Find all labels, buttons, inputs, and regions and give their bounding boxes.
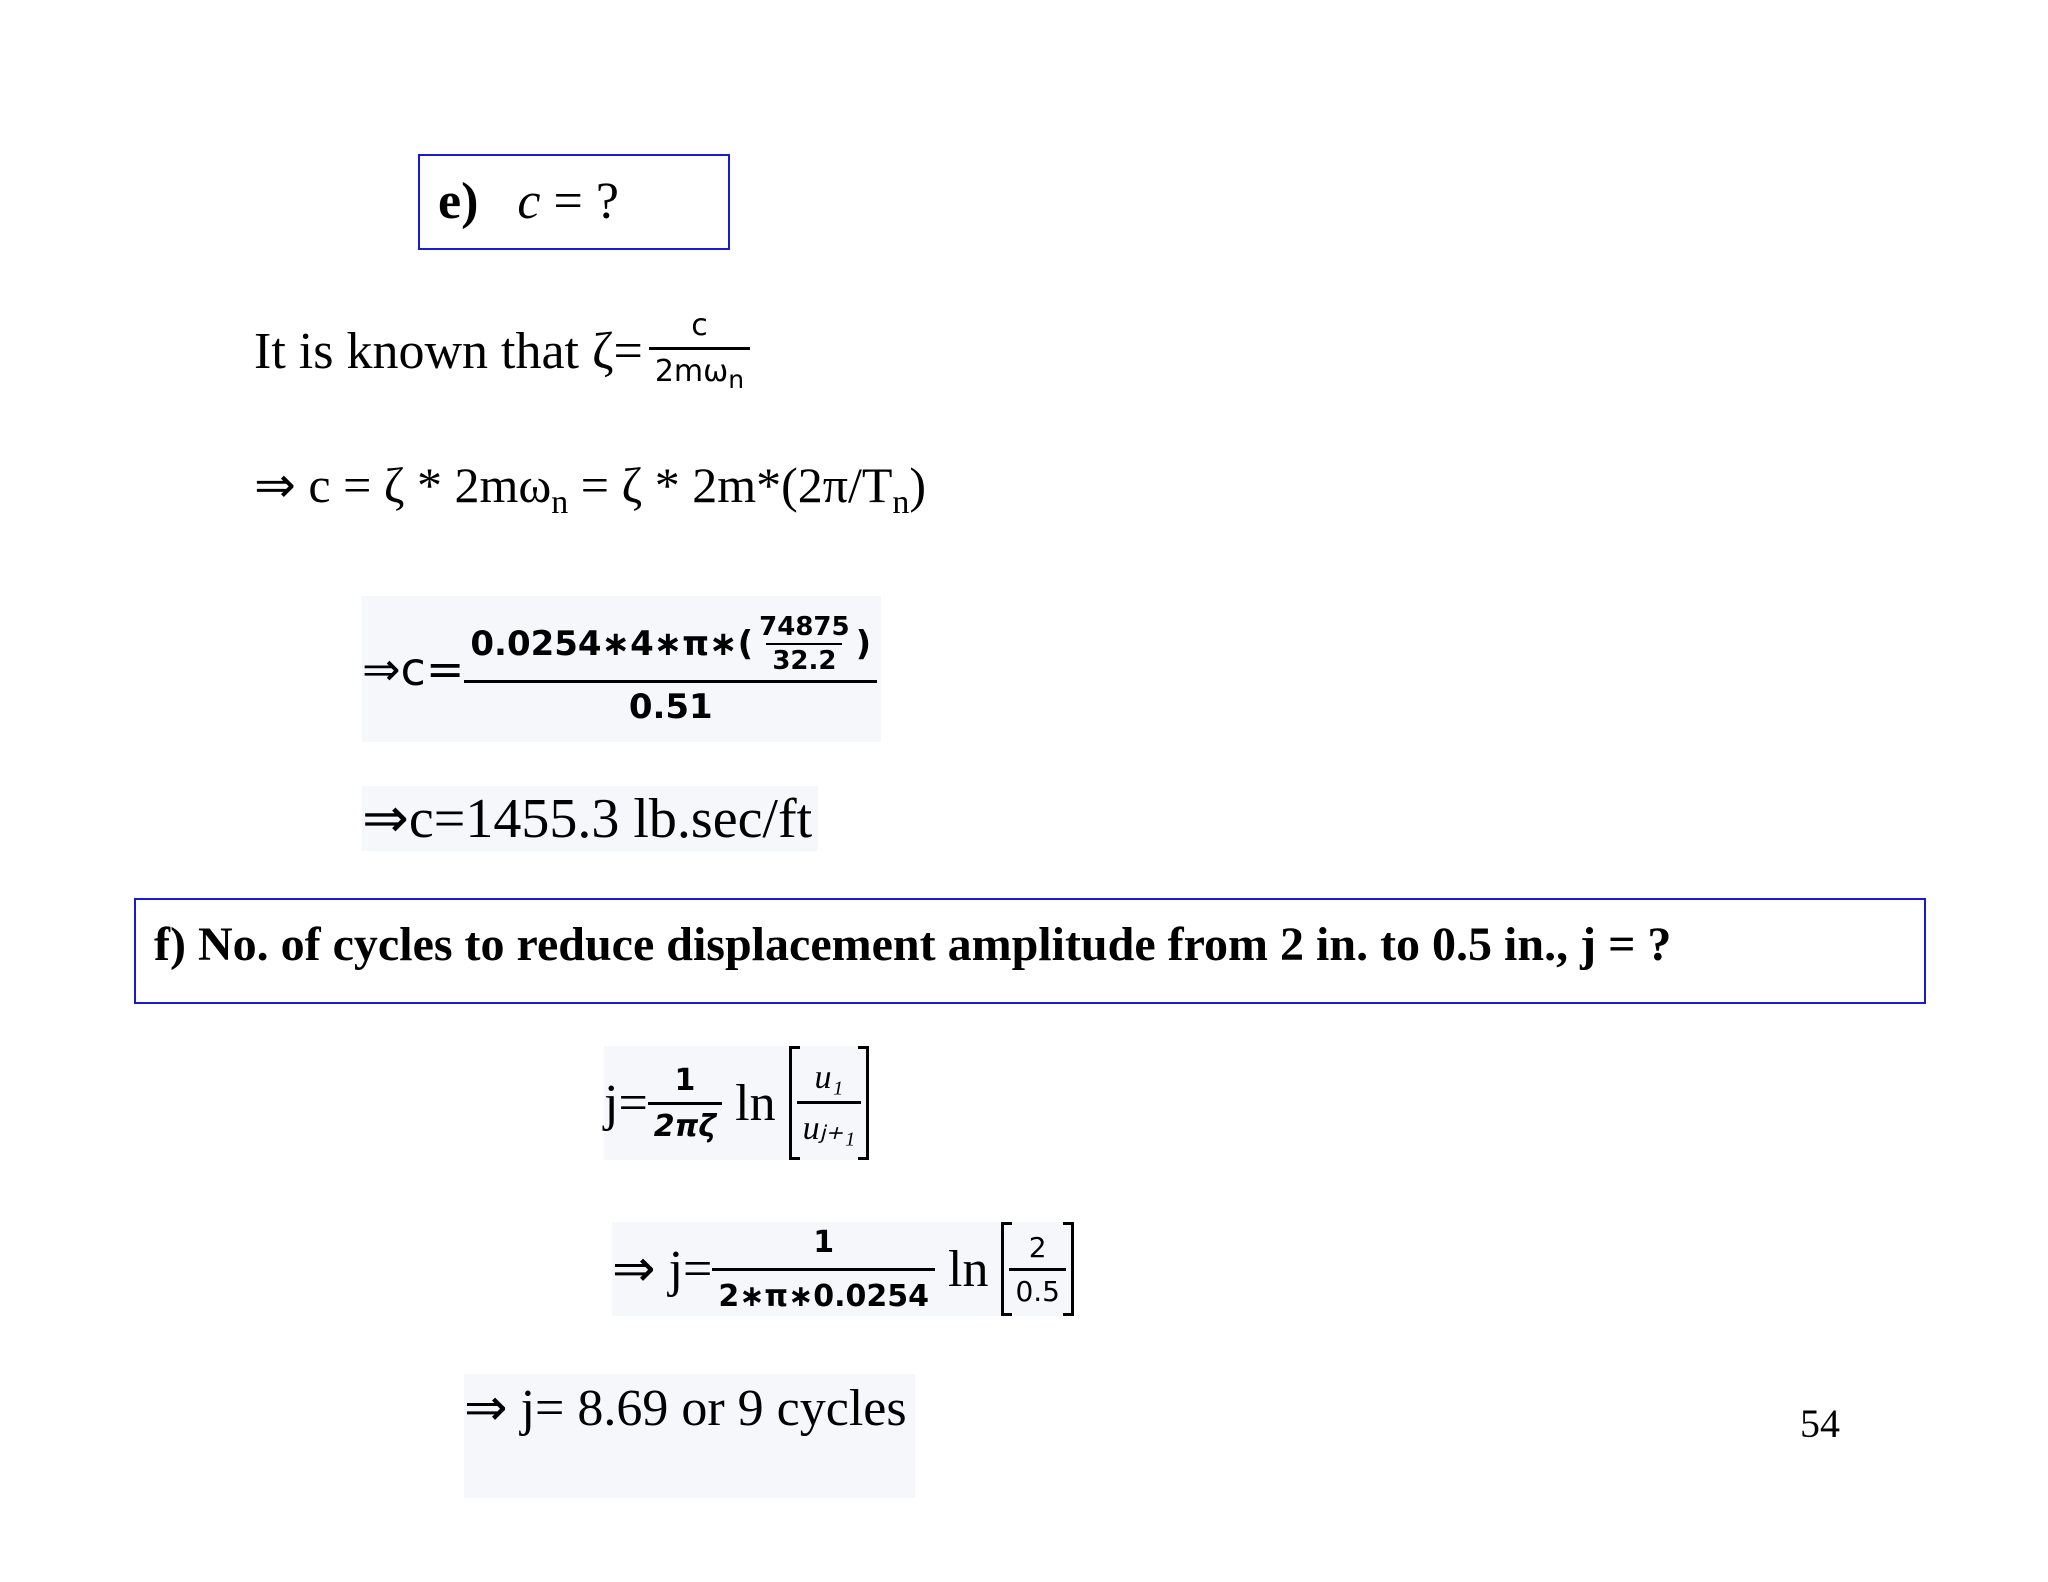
j-calc-ratio: [1009, 1231, 1066, 1308]
c-calc-fraction: [464, 612, 877, 727]
part-e-question: = ?: [540, 173, 619, 230]
j-formula-ratio-den: uⱼ₊₁: [797, 1101, 862, 1148]
c-formula-sub1: n: [551, 484, 569, 521]
j-calculation: [612, 1222, 1074, 1316]
part-e-label: e): [438, 173, 479, 230]
j-formula-fraction: [648, 1063, 722, 1144]
zeta-fraction: [649, 308, 750, 394]
c-formula-part1: ⇒ c = ζ * 2mω: [254, 457, 552, 513]
j-calc-prefix: ⇒ j=: [612, 1241, 713, 1298]
j-calc-ln: ln: [935, 1240, 1002, 1298]
zeta-fraction-numerator: c: [691, 308, 708, 343]
j-formula-bracket: [789, 1046, 870, 1160]
part-e-variable: c: [517, 173, 541, 230]
c-calc-inner-den: 32.2: [766, 643, 842, 676]
c-result: ⇒c=1455.3 lb.sec/ft: [362, 786, 818, 851]
c-calc-inner-num: 74875: [759, 611, 850, 642]
j-formula-ratio: [797, 1059, 862, 1148]
page-number: 54: [1800, 1401, 1840, 1446]
c-formula: [254, 456, 926, 522]
j-formula-ln: ln: [722, 1074, 789, 1132]
part-e-heading: [438, 172, 619, 231]
c-formula-sub2: n: [892, 484, 910, 521]
c-calculation: [362, 596, 881, 742]
j-calc-frac-den: 2∗π∗0.0254: [712, 1268, 935, 1314]
j-calc-ratio-den: 0.5: [1009, 1268, 1066, 1308]
zeta-definition-text: It is known that ζ=: [254, 322, 643, 380]
c-calc-num-close: ): [855, 623, 872, 664]
j-calc-fraction: [712, 1225, 935, 1314]
zeta-fraction-denominator: [649, 347, 750, 394]
j-result: ⇒ j= 8.69 or 9 cycles: [464, 1374, 915, 1498]
c-calc-numerator: [464, 612, 877, 680]
c-calc-inner-fraction: [753, 612, 855, 676]
j-calc-ratio-num: 2: [1028, 1230, 1047, 1264]
j-calc-frac-num: 1: [813, 1224, 835, 1260]
part-f-heading: f) No. of cycles to reduce displacement amplitude from 2 in. to 0.5 in., j = ?: [154, 918, 1672, 971]
j-formula-ratio-num: u₁: [814, 1058, 844, 1096]
c-formula-part3: ): [909, 457, 927, 513]
j-formula-frac-num: 1: [674, 1062, 696, 1098]
c-calc-num-main: 0.0254∗4∗π∗(: [470, 623, 754, 664]
zeta-den-sub: n: [728, 365, 745, 394]
zeta-den-main: 2mω: [654, 354, 729, 389]
c-calc-denominator: 0.51: [464, 680, 877, 727]
c-formula-part2: = ζ * 2m*(2π/T: [568, 457, 893, 513]
j-calc-bracket: [1001, 1222, 1074, 1316]
j-formula: [604, 1046, 869, 1160]
c-calc-prefix: ⇒c=: [362, 642, 465, 696]
zeta-definition: [254, 308, 750, 394]
j-formula-prefix: j=: [604, 1074, 648, 1132]
j-formula-frac-den: 2πζ: [648, 1102, 722, 1144]
